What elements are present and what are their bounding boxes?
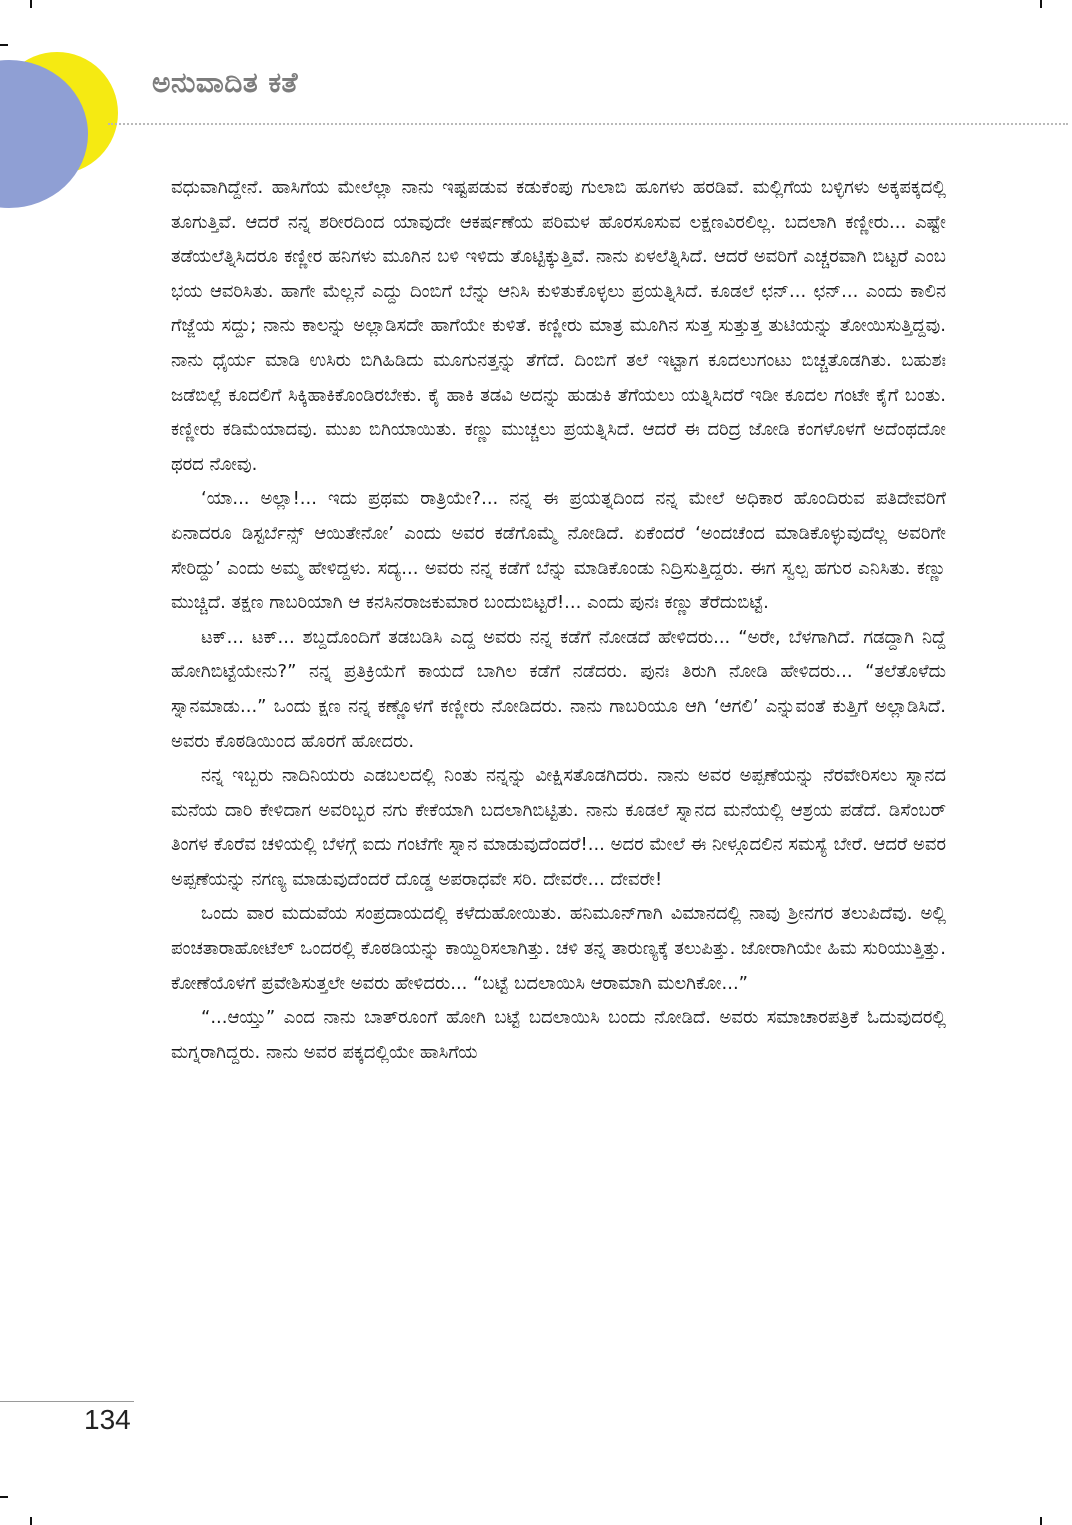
crop-mark-bottom-right: [1040, 1517, 1042, 1525]
crop-mark-left-lower: [0, 1496, 8, 1498]
paragraph: ಒಂದು ವಾರ ಮದುವೆಯ ಸಂಪ್ರದಾಯದಲ್ಲಿ ಕಳೆದುಹೋಯಿತು. ಹನಿಮೂನ್‌ಗಾಗಿ ವಿಮಾನದಲ್ಲಿ ನಾವು ಶ್ರೀನಗರ ತಲುಪಿದೆವು. ಅಲ್ಲಿ ಪಂಚತಾರಾಹೋಟೆಲ್ ಒಂದರಲ್ಲಿ ಕೊಠಡಿಯನ್ನು ಕಾಯ್ದಿರಿಸಲಾಗಿತ್ತು. ಚಳಿ ತನ್ನ ತಾರುಣ್ಯಕ್ಕೆ ತಲುಪಿತ್ತು. ಜೋರಾಗಿಯೇ ಹಿಮ ಸುರಿಯುತ್ತಿತ್ತು. ಕೋಣೆಯೊಳಗೆ ಪ್ರವೇಶಿಸುತ್ತಲೇ ಅವರು ಹೇಳಿದರು... “ಬಟ್ಟೆ ಬದಲಾಯಿಸಿ ಆರಾಮಾಗಿ ಮಲಗಿಕೋ...”: [171, 903, 946, 994]
paragraph: ನನ್ನ ಇಬ್ಬರು ನಾದಿನಿಯರು ಎಡಬಲದಲ್ಲಿ ನಿಂತು ನನ್ನನ್ನು ವೀಕ್ಷಿಸತೊಡಗಿದರು. ನಾನು ಅವರ ಅಪ್ಪಣೆಯನ್ನು ನೆರವೇರಿಸಲು ಸ್ನಾನದ ಮನೆಯ ದಾರಿ ಕೇಳಿದಾಗ ಅವರಿಬ್ಬರ ನಗು ಕೇಕೆಯಾಗಿ ಬದಲಾಗಿಬಿಟ್ಟಿತು. ನಾನು ಕೂಡಲೆ ಸ್ನಾನದ ಮನೆಯಲ್ಲಿ ಆಶ್ರಯ ಪಡೆದೆ. ಡಿಸೆಂಬರ್ ತಿಂಗಳ ಕೊರೆವ ಚಳಿಯಲ್ಲಿ ಬೆಳಗ್ಗೆ ಐದು ಗಂಟೆಗೇ ಸ್ನಾನ ಮಾಡುವುದೆಂದರೆ!... ಅದರ ಮೇಲೆ ಈ ನೀಳ್ಗೂದಲಿನ ಸಮಸ್ಯೆ ಬೇರೆ. ಆದರೆ ಅವರ ಅಪ್ಪಣೆಯನ್ನು ನಗಣ್ಯ ಮಾಡುವುದೆಂದರೆ ದೊಡ್ಡ ಅಪರಾಧವೇ ಸರಿ. ದೇವರೇ... ದೇವರೇ!: [171, 765, 946, 890]
crop-mark-top-right: [1040, 0, 1042, 8]
paragraph: ವಧುವಾಗಿದ್ದೇನೆ. ಹಾಸಿಗೆಯ ಮೇಲೆಲ್ಲಾ ನಾನು ಇಷ್ಟಪಡುವ ಕಡುಕೆಂಪು ಗುಲಾಬಿ ಹೂಗಳು ಹರಡಿವೆ. ಮಲ್ಲಿಗೆಯ ಬಳ್ಳಿಗಳು ಅಕ್ಕಪಕ್ಕದಲ್ಲಿ ತೂಗುತ್ತಿವೆ. ಆದರೆ ನನ್ನ ಶರೀರದಿಂದ ಯಾವುದೇ ಆಕರ್ಷಣೆಯ ಪರಿಮಳ ಹೊರಸೂಸುವ ಲಕ್ಷಣವಿರಲಿಲ್ಲ. ಬದಲಾಗಿ ಕಣ್ಣೀರು... ಎಷ್ಟೇ ತಡೆಯಲೆತ್ನಿಸಿದರೂ ಕಣ್ಣೀರ ಹನಿಗಳು ಮೂಗಿನ ಬಳಿ ಇಳಿದು ತೊಟ್ಟಿಕ್ಕುತ್ತಿವೆ. ನಾನು ಏಳಲೆತ್ನಿಸಿದೆ. ಆದರೆ ಅವರಿಗೆ ಎಚ್ಚರವಾಗಿ ಬಿಟ್ಟರೆ ಎಂಬ ಭಯ ಆವರಿಸಿತು. ಹಾಗೇ ಮೆಲ್ಲನೆ ಎದ್ದು ದಿಂಬಿಗೆ ಬೆನ್ನು ಆನಿಸಿ ಕುಳಿತುಕೊಳ್ಳಲು ಪ್ರಯತ್ನಿಸಿದೆ. ಕೂಡಲೆ ಛನ್... ಛನ್... ಎಂದು ಕಾಲಿನ ಗೆಜ್ಜೆಯ ಸದ್ದು; ನಾನು ಕಾಲನ್ನು ಅಲ್ಲಾಡಿಸದೇ ಹಾಗೆಯೇ ಕುಳಿತೆ. ಕಣ್ಣೀರು ಮಾತ್ರ ಮೂಗಿನ ಸುತ್ತ ಸುತ್ತುತ್ತ ತುಟಿಯನ್ನು ತೋಯಿಸುತ್ತಿದ್ದವು. ನಾನು ಧೈರ್ಯ ಮಾಡಿ ಉಸಿರು ಬಿಗಿಹಿಡಿದು ಮೂಗುನತ್ತನ್ನು ತೆಗೆದೆ. ದಿಂಬಿಗೆ ತಲೆ ಇಟ್ಟಾಗ ಕೂದಲುಗಂಟು ಬಿಚ್ಚತೊಡಗಿತು. ಬಹುಶಃ ಜಡೆಬಿಲ್ಲೆ ಕೂದಲಿಗೆ ಸಿಕ್ಕಿಹಾಕಿಕೊಂಡಿರಬೇಕು. ಕೈ ಹಾಕಿ ತಡವಿ ಅದನ್ನು ಹುಡುಕಿ ತೆಗೆಯಲು ಯತ್ನಿಸಿದರೆ ಇಡೀ ಕೂದಲ ಗಂಟೇ ಕೈಗೆ ಬಂತು. ಕಣ್ಣೀರು ಕಡಿಮೆಯಾದವು. ಮುಖ ಬಿಗಿಯಾಯಿತು. ಕಣ್ಣು ಮುಚ್ಚಲು ಪ್ರಯತ್ನಿಸಿದೆ. ಆದರೆ ಈ ದರಿದ್ರ ಜೋಡಿ ಕಂಗಳೊಳಗೆ ಅದೆಂಥದೋ ಥರದ ನೋವು.: [171, 177, 946, 475]
paragraph: “...ಆಯ್ತು” ಎಂದ ನಾನು ಬಾತ್‌ರೂಂಗೆ ಹೋಗಿ ಬಟ್ಟೆ ಬದಲಾಯಿಸಿ ಬಂದು ನೋಡಿದೆ. ಅವರು ಸಮಾಚಾರಪತ್ರಿಕೆ ಓದುವುದರಲ್ಲಿ ಮಗ್ನರಾಗಿದ್ದರು. ನಾನು ಅವರ ಪಕ್ಕದಲ್ಲಿಯೇ ಹಾಸಿಗೆಯ: [171, 1007, 946, 1063]
story-body: [171, 171, 946, 1070]
section-title: ಅನುವಾದಿತ ಕತೆ: [152, 66, 299, 99]
crop-mark-bottom-left: [30, 1517, 32, 1525]
crop-mark-top-left: [30, 0, 32, 8]
crop-mark-left-upper: [0, 44, 8, 46]
footer-rule: [0, 1401, 134, 1402]
dotted-divider: [108, 123, 1068, 125]
paragraph: ‘ಯಾ... ಅಲ್ಲಾ!... ಇದು ಪ್ರಥಮ ರಾತ್ರಿಯೇ?... ನನ್ನ ಈ ಪ್ರಯತ್ನದಿಂದ ನನ್ನ ಮೇಲೆ ಅಧಿಕಾರ ಹೊಂದಿರುವ ಪತಿದೇವರಿಗೆ ಏನಾದರೂ ಡಿಸ್ಟರ್ಬೆನ್ಸ್ ಆಯಿತೇನೋ’ ಎಂದು ಅವರ ಕಡೆಗೊಮ್ಮೆ ನೋಡಿದೆ. ಏಕೆಂದರೆ ‘ಅಂದಚೆಂದ ಮಾಡಿಕೊಳ್ಳುವುದೆಲ್ಲ ಅವರಿಗೇ ಸೇರಿದ್ದು’ ಎಂದು ಅಮ್ಮ ಹೇಳಿದ್ದಳು. ಸದ್ಯ... ಅವರು ನನ್ನ ಕಡೆಗೆ ಬೆನ್ನು ಮಾಡಿಕೊಂಡು ನಿದ್ರಿಸುತ್ತಿದ್ದರು. ಈಗ ಸ್ವಲ್ಪ ಹಗುರ ಎನಿಸಿತು. ಕಣ್ಣು ಮುಚ್ಚಿದೆ. ತಕ್ಷಣ ಗಾಬರಿಯಾಗಿ ಆ ಕನಸಿನರಾಜಕುಮಾರ ಬಂದುಬಿಟ್ಟರೆ!... ಎಂದು ಪುನಃ ಕಣ್ಣು ತೆರೆದುಬಿಟ್ಟೆ.: [171, 488, 946, 614]
paragraph: ಟಕ್... ಟಕ್... ಶಬ್ದದೊಂದಿಗೆ ತಡಬಡಿಸಿ ಎದ್ದ ಅವರು ನನ್ನ ಕಡೆಗೆ ನೋಡದೆ ಹೇಳಿದರು... “ಅರೇ, ಬೆಳಗಾಗಿದೆ. ಗಡದ್ದಾಗಿ ನಿದ್ದೆ ಹೋಗಿಬಿಟ್ಟೆಯೇನು?” ನನ್ನ ಪ್ರತಿಕ್ರಿಯೆಗೆ ಕಾಯದೆ ಬಾಗಿಲ ಕಡೆಗೆ ನಡೆದರು. ಪುನಃ ತಿರುಗಿ ನೋಡಿ ಹೇಳಿದರು... “ತಲೆತೊಳೆದು ಸ್ನಾನಮಾಡು...” ಒಂದು ಕ್ಷಣ ನನ್ನ ಕಣ್ಣೊಳಗೆ ಕಣ್ಣೀರು ನೋಡಿದರು. ನಾನು ಗಾಬರಿಯೂ ಆಗಿ ‘ಆಗಲಿ’ ಎನ್ನುವಂತೆ ಕುತ್ತಿಗೆ ಅಲ್ಲಾಡಿಸಿದೆ. ಅವರು ಕೊಠಡಿಯಿಂದ ಹೊರಗೆ ಹೋದರು.: [171, 626, 946, 752]
page-number: 134: [84, 1404, 131, 1435]
